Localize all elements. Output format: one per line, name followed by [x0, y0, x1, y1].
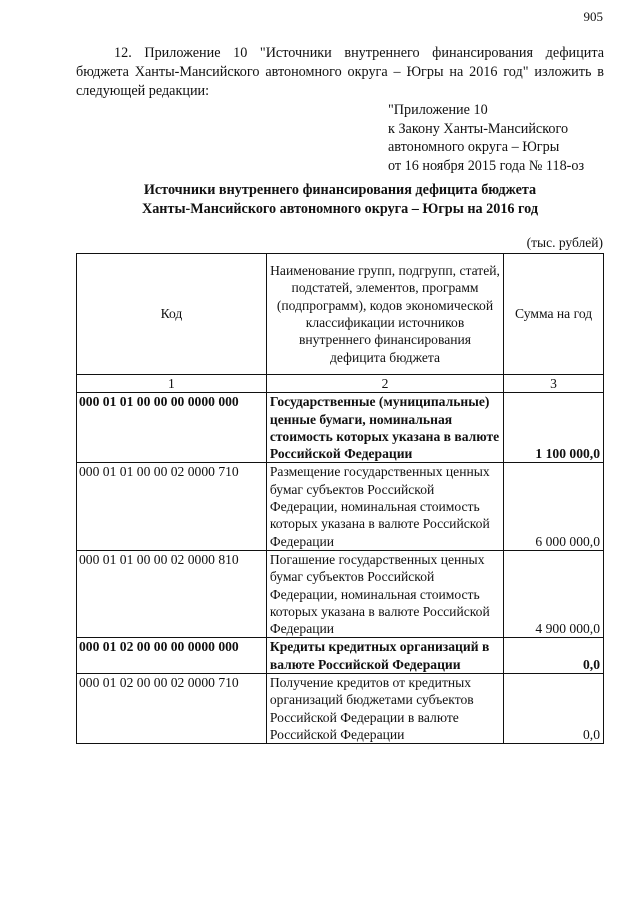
row-code: 000 01 01 00 00 02 0000 710	[77, 463, 267, 550]
column-number-row	[77, 375, 604, 393]
column-number: 1	[77, 375, 267, 393]
appendix-line: к Закону Ханты-Мансийского	[388, 120, 569, 137]
appendix-line: автономного округа – Югры	[388, 139, 560, 155]
appendix-line: от 16 ноября 2015 года № 118-оз	[388, 157, 585, 174]
column-number: 2	[266, 375, 503, 393]
document-title	[76, 181, 604, 219]
table-row	[77, 674, 604, 744]
title-line: Ханты-Мансийского автономного округа – Югры на 2016 год	[141, 201, 539, 217]
unit-label: (тыс. рублей)	[526, 235, 603, 250]
row-name: Размещение государственных ценных бумаг субъектов Российской Федерации, номинальная стоимость которых указана в валюте Российской Федерации	[266, 463, 503, 550]
appendix-line: "Приложение 10	[388, 102, 488, 118]
column-number: 3	[504, 375, 604, 393]
page-number: 905	[583, 9, 603, 24]
financing-sources-table	[76, 253, 604, 744]
table-row	[77, 638, 604, 674]
row-name: Кредиты кредитных организаций в валюте Российской Федерации	[266, 638, 503, 674]
header-name: Наименование групп, подгрупп, статей, подстатей, элементов, программ (подпрограмм), кодов экономической классификации источников внутреннего финансирования дефицита бюджета	[266, 254, 503, 375]
row-amount: 0,0	[504, 674, 604, 744]
table-row	[77, 463, 604, 550]
row-name: Государственные (муниципальные) ценные бумаги, номинальная стоимость которых указана в валюте Российской Федерации	[266, 393, 503, 463]
intro-paragraph: 12. Приложение 10 "Источники внутреннего финансирования дефицита бюджета Ханты-Мансийского автономного округа – Югры на 2016 год" изложить в следующей редакции:	[76, 45, 604, 99]
row-code: 000 01 02 00 00 00 0000 000	[77, 638, 267, 674]
title-line: Источники внутреннего финансирования дефицита бюджета	[143, 182, 537, 198]
row-code: 000 01 01 00 00 00 0000 000	[77, 393, 267, 463]
header-amount: Сумма на год	[504, 254, 604, 375]
table-row	[77, 393, 604, 463]
row-code: 000 01 02 00 00 02 0000 710	[77, 674, 267, 744]
appendix-header	[388, 101, 608, 175]
table-header-row	[77, 254, 604, 375]
table-row	[77, 550, 604, 637]
header-code: Код	[77, 254, 267, 375]
row-amount: 1 100 000,0	[504, 393, 604, 463]
row-amount: 4 900 000,0	[504, 550, 604, 637]
row-name: Погашение государственных ценных бумаг субъектов Российской Федерации, номинальная стоимость которых указана в валюте Российской Федерации	[266, 550, 503, 637]
row-code: 000 01 01 00 00 02 0000 810	[77, 550, 267, 637]
row-amount: 6 000 000,0	[504, 463, 604, 550]
row-name: Получение кредитов от кредитных организаций бюджетами субъектов Российской Федерации в валюте Российской Федерации	[266, 674, 503, 744]
row-amount: 0,0	[504, 638, 604, 674]
